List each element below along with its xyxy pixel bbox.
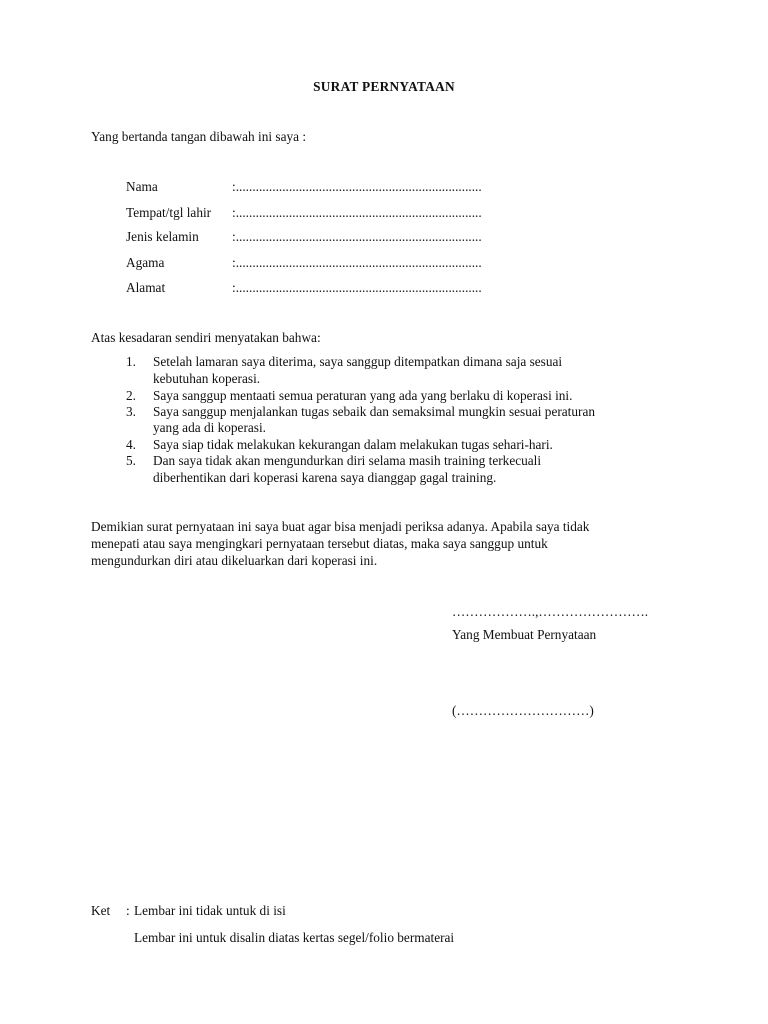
statement-2-line-1: Saya sanggup mentaati semua peraturan yang ada yang berlaku di koperasi ini. [153, 388, 573, 403]
statement-4-line-1: Saya siap tidak melakukan kekurangan dalam melakukan tugas sehari-hari. [153, 437, 553, 452]
statement-3-number: 3. [126, 404, 136, 419]
closing-line-2: menepati atau saya mengingkari pernyataan tersebut diatas, maka saya sanggup untuk [91, 536, 548, 551]
statement-4-number: 4. [126, 437, 136, 452]
closing-line-1: Demikian surat pernyataan ini saya buat agar bisa menjadi periksa adanya. Apabila saya tidak [91, 519, 590, 534]
note-label: Ket [91, 903, 111, 918]
statement-lead: Atas kesadaran sendiri menyatakan bahwa: [91, 330, 321, 345]
signature-line: (…………………………) [452, 703, 594, 718]
field-label-agama: Agama [126, 255, 165, 270]
field-value-tempat-tgl-lahir: :.......................................................................... [232, 205, 482, 220]
field-value-agama: :.......................................................................... [232, 255, 482, 270]
intro-text: Yang bertanda tangan dibawah ini saya : [91, 129, 307, 144]
statement-5-number: 5. [126, 453, 136, 468]
field-label-nama: Nama [126, 179, 158, 194]
statement-2-number: 2. [126, 388, 136, 403]
closing-paragraph [91, 518, 589, 569]
statement-1-number: 1. [126, 354, 136, 369]
note-colon: : [126, 903, 130, 918]
note-line-2: Lembar ini untuk disalin diatas kertas segel/folio bermaterai [134, 930, 455, 945]
signer-role: Yang Membuat Pernyataan [452, 627, 597, 642]
place-date-line: ……………….,……………………. [452, 604, 649, 619]
note-line-1: Lembar ini tidak untuk di isi [134, 903, 286, 918]
statement-1-line-2: kebutuhan koperasi. [153, 371, 261, 386]
field-label-jenis-kelamin: Jenis kelamin [126, 229, 199, 244]
statement-5-line-1: Dan saya tidak akan mengundurkan diri selama masih training terkecuali [153, 453, 542, 468]
statement-1-line-1: Setelah lamaran saya diterima, saya sanggup ditempatkan dimana saja sesuai [153, 354, 563, 369]
statement-3-line-2: yang ada di koperasi. [153, 420, 266, 435]
statement-5-line-2: diberhentikan dari koperasi karena saya dianggap gagal training. [153, 470, 497, 485]
field-value-jenis-kelamin: :.......................................................................... [232, 229, 482, 244]
field-label-tempat-tgl-lahir: Tempat/tgl lahir [126, 205, 212, 220]
document-title: SURAT PERNYATAAN [313, 79, 455, 94]
statement-3-line-1: Saya sanggup menjalankan tugas sebaik dan semaksimal mungkin sesuai peraturan [153, 404, 596, 419]
field-value-nama: :.......................................................................... [232, 179, 482, 194]
field-value-alamat: :.......................................................................... [232, 280, 482, 295]
closing-line-3: mengundurkan diri atau dikeluarkan dari koperasi ini. [91, 553, 378, 568]
field-label-alamat: Alamat [126, 280, 166, 295]
